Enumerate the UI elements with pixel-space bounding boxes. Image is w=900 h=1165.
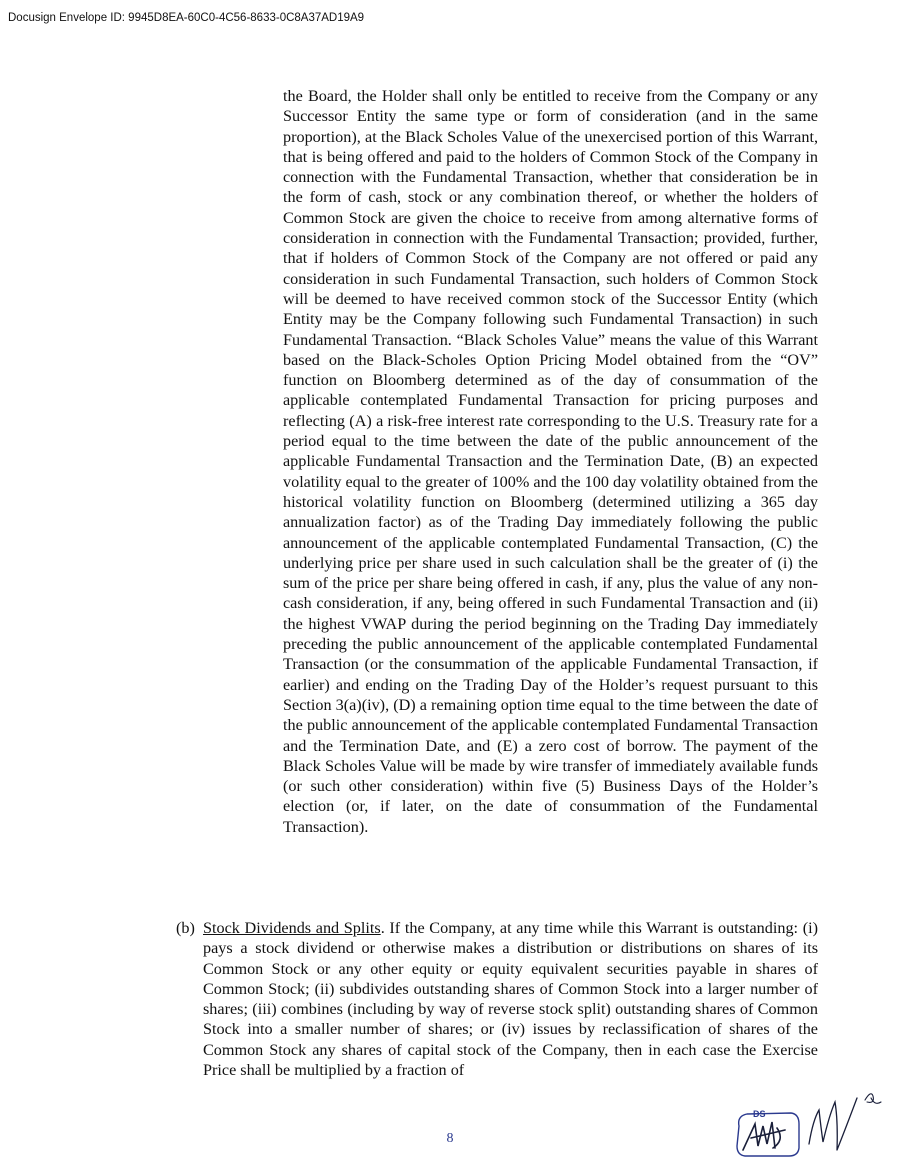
initials-badge-label: DS [753,1109,766,1119]
section-b [176,918,818,1080]
envelope-id: Docusign Envelope ID: 9945D8EA-60C0-4C56-8633-0C8A37AD19A9 [8,12,365,24]
signature-graphic [725,1080,895,1160]
initials-signature [725,1080,895,1160]
section-heading: Stock Dividends and Splits [203,919,381,937]
page-number: 8 [446,1131,454,1146]
body-paragraph: the Board, the Holder shall only be entitled to receive from the Company or any Successor Entity the same type or form of consideration (and in the same proportion), at the Black Scholes Value of the unexercised portion of this Warrant, that is being offered and paid to the holders of Common Stock of the Company in connection with the Fundamental Transaction, whether that consideration be in the form of cash, stock or any combination thereof, or whether the holders of Common Stock are given the choice to receive from among alternative forms of consideration in connection with the Fundamental Transaction; provided, further, that if holders of Common Stock of the Company are not offered or paid any consideration in such Fundamental Transaction, such holders of Common Stock will be deemed to have received common stock of the Successor Entity (which Entity may be the Company following such Fundamental Transaction) in such Fundamental Transaction. “Black Scholes Value” means the value of this Warrant based on the Black-Scholes Option Pricing Model obtained from the “OV” function on Bloomberg determined as of the day of consummation of the applicable contemplated Fundamental Transaction for pricing purposes and reflecting (A) a risk-free interest rate corresponding to the U.S. Treasury rate for a period equal to the time between the date of the public announcement of the applicable Fundamental Transaction and the Termination Date, (B) an expected volatility equal to the greater of 100% and the 100 day volatility obtained from the historical volatility function on Bloomberg (determined utilizing a 365 day annualization factor) as of the Trading Day immediately following the public announcement of the applicable contemplated Fundamental Transaction, (C) the underlying price per share used in such calculation shall be the greater of (i) the sum of the price per share being offered in cash, if any, plus the value of any non-cash consideration, if any, being offered in such Fundamental Transaction and (ii) the highest VWAP during the period beginning on the Trading Day immediately preceding the public announcement of the applicable contemplated Fundamental Transaction (or the consummation of the applicable Fundamental Transaction, if earlier) and ending on the Trading Day of the Holder’s request pursuant to this Section 3(a)(iv), (D) a remaining option time equal to the time between the date of the public announcement of the applicable contemplated Fundamental Transaction and the Termination Date, and (E) a zero cost of borrow. The payment of the Black Scholes Value will be made by wire transfer of immediately available funds (or such other consideration) within five (5) Business Days of the Holder’s election (or, if later, on the date of consummation of the Fundamental Transaction). [283,87,818,836]
section-body: . If the Company, at any time while this Warrant is outstanding: (i) pays a stock dividend or otherwise makes a distribution or distributions on shares of its Common Stock or any other equity or equity equivalent securities payable in shares of Common Stock; (ii) subdivides outstanding shares of Common Stock into a larger number of shares; (iii) combines (including by way of reverse stock split) outstanding shares of Common Stock into a smaller number of shares; or (iv) issues by reclassification of shares of the Common Stock any shares of capital stock of the Company, then in each case the Exercise Price shall be multiplied by a fraction of [203,919,818,1080]
section-label: (b) [176,919,195,937]
section-text [203,918,818,1080]
